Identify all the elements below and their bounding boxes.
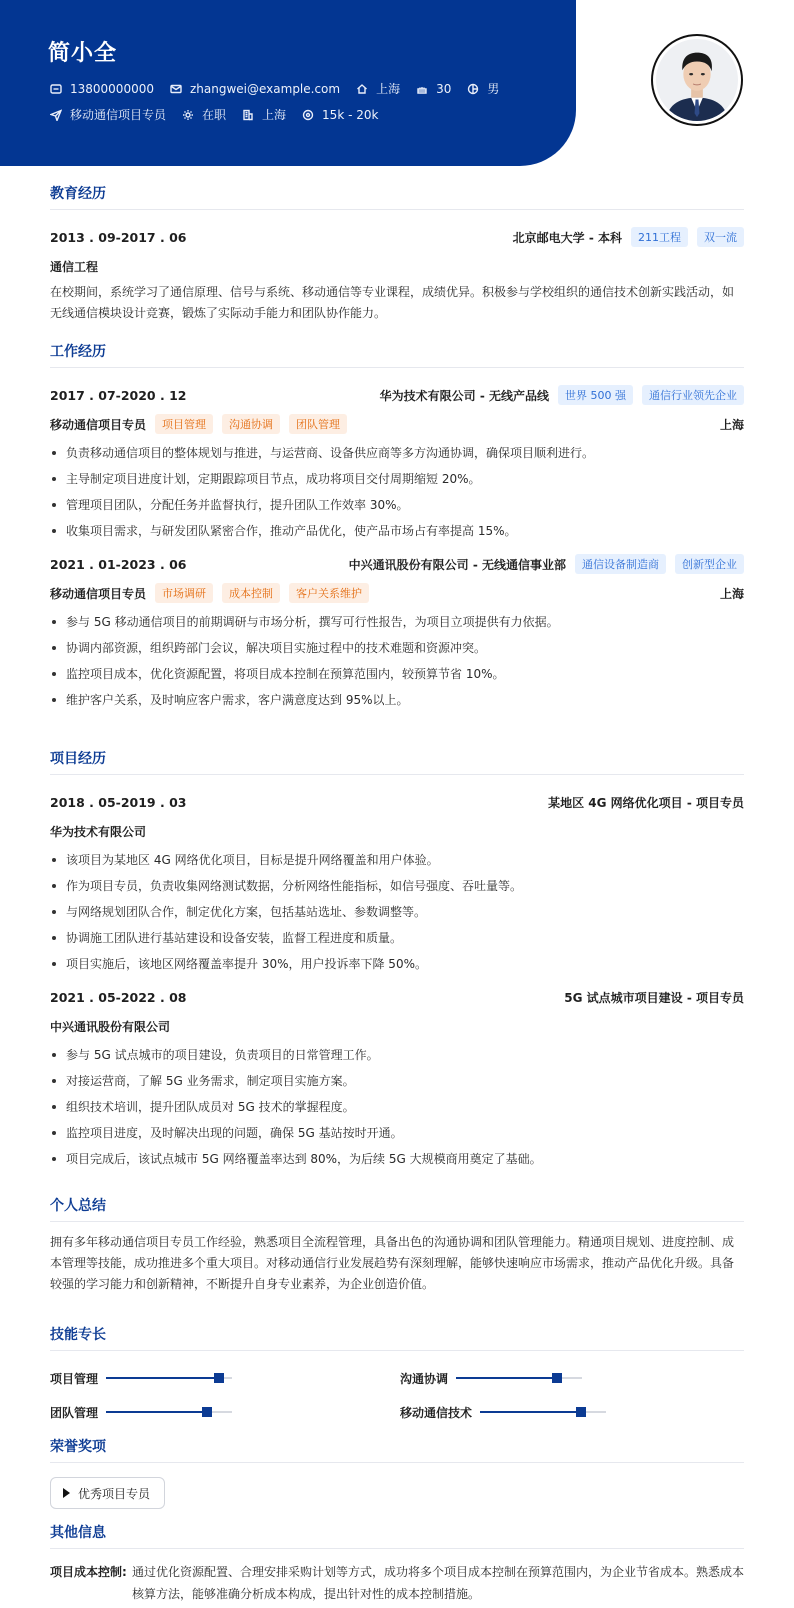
skill-level-bar [456, 1377, 582, 1379]
work-company: 华为技术有限公司 - 无线产品线 [379, 388, 549, 403]
education-major: 通信工程 [50, 259, 99, 274]
education-header-row [50, 225, 744, 249]
school-tag: 双一流 [697, 227, 744, 247]
skills-grid [50, 1367, 744, 1423]
work-title: 工作经历 [50, 341, 744, 368]
skill-name: 项目管理 [50, 1371, 99, 1386]
gear-icon [182, 109, 194, 121]
work-company-group [380, 385, 744, 405]
home-icon [356, 83, 368, 95]
education-date: 2013 . 09-2017 . 06 [50, 229, 187, 245]
skill-level-fill [106, 1411, 207, 1413]
list-item: 负责移动通信项目的整体规划与推进，与运营商、设备供应商等多方沟通协调，确保项目顺利进行。 [50, 440, 744, 466]
candidate-name: 简小全 [48, 41, 118, 66]
gender-text: 男 [487, 82, 500, 96]
award-chip[interactable] [50, 1477, 165, 1509]
work-role-group [50, 583, 369, 603]
other-section [50, 1522, 744, 1605]
email-text: zhangwei@example.com [189, 81, 341, 96]
awards-title: 荣誉奖项 [50, 1436, 744, 1463]
work-role-group [50, 414, 347, 434]
work-role: 移动通信项目专员 [50, 417, 147, 432]
project-item [50, 790, 744, 977]
list-item: 主导制定项目进度计划，定期跟踪项目节点，成功将项目交付周期缩短 20%。 [50, 466, 744, 492]
list-item: 项目实施后，该地区网络覆盖率提升 30%，用户投诉率下降 50%。 [50, 951, 744, 977]
mail-icon [170, 83, 182, 95]
skill-item [400, 1367, 744, 1389]
skill-level-bar [106, 1411, 232, 1413]
skill-name: 沟通协调 [400, 1371, 449, 1386]
work-city: 上海 [719, 417, 744, 432]
resume-header [0, 0, 576, 166]
company-tag: 世界 500 强 [558, 385, 633, 405]
work-company-group [349, 554, 744, 574]
building-icon [242, 109, 254, 121]
company-tag: 通信设备制造商 [575, 554, 666, 574]
other-title: 其他信息 [50, 1522, 744, 1549]
location-item [356, 80, 400, 97]
skill-tag: 沟通协调 [222, 414, 280, 434]
list-item: 参与 5G 试点城市的项目建设，负责项目的日常管理工作。 [50, 1042, 744, 1068]
skill-item [50, 1401, 400, 1423]
age-text: 30 [436, 81, 452, 96]
education-section [50, 183, 744, 324]
avatar [651, 34, 743, 126]
skill-name: 团队管理 [50, 1405, 99, 1420]
location-text: 上海 [376, 82, 401, 96]
skill-tag: 市场调研 [155, 583, 213, 603]
skill-level-bar [480, 1411, 606, 1413]
skills-title: 技能专长 [50, 1324, 744, 1351]
work-role-row [50, 581, 744, 605]
project-company: 中兴通讯股份有限公司 [50, 1019, 171, 1034]
phone-item [50, 82, 154, 96]
skill-level-marker [214, 1373, 224, 1383]
project-name: 某地区 4G 网络优化项目 - 项目专员 [548, 795, 744, 810]
other-text: 通过优化资源配置、合理安排采购计划等方式，成功将多个项目成本控制在预算范围内，为企业节省成本。熟悉成本核算方法，能够准确分析成本构成，提出针对性的成本控制措施。 [132, 1565, 745, 1601]
project-header-row [50, 790, 744, 814]
projects-section [50, 748, 744, 1172]
contact-row [50, 80, 515, 97]
award-label: 优秀项目专员 [78, 1486, 151, 1501]
send-icon [50, 109, 62, 121]
other-item [50, 1561, 744, 1605]
work-city-text: 上海 [262, 108, 287, 122]
skill-level-marker [552, 1373, 562, 1383]
list-item: 该项目为某地区 4G 网络优化项目，目标是提升网络覆盖和用户体验。 [50, 847, 744, 873]
list-item: 协调内部资源，组织跨部门会议，解决项目实施过程中的技术难题和资源冲突。 [50, 635, 744, 661]
school-tag: 211工程 [631, 227, 688, 247]
skill-tag: 成本控制 [222, 583, 280, 603]
project-company-row [50, 1014, 744, 1038]
list-item: 维护客户关系，及时响应客户需求，客户满意度达到 95%以上。 [50, 687, 744, 713]
work-header-row [50, 383, 744, 407]
education-description: 在校期间，系统学习了通信原理、信号与系统、移动通信等专业课程，成绩优异。积极参与学校组织的通信技术创新实践活动，如无线通信模块设计竞赛，锻炼了实际动手能力和团队协作能力。 [50, 285, 735, 320]
list-item: 与网络规划团队合作，制定优化方案，包括基站选址、参数调整等。 [50, 899, 744, 925]
list-item: 管理项目团队，分配任务并监督执行，提升团队工作效率 30%。 [50, 492, 744, 518]
phone-icon [50, 83, 62, 95]
work-section [50, 341, 744, 713]
education-school-group [513, 227, 744, 247]
summary-text: 拥有多年移动通信项目专员工作经验，熟悉项目全流程管理，具备出色的沟通协调和团队管理能力。精通项目规划、进度控制、成本管理等技能，成功推进多个重大项目。对移动通信行业发展趋势有深刻理解，能够快速响应市场需求，推动产品优化升级。具备较强的学习能力和创新精神，不断提升自身专业素养，为企业创造价值。 [50, 1235, 735, 1291]
list-item: 对接运营商，了解 5G 业务需求，制定项目实施方案。 [50, 1068, 744, 1094]
list-item: 参与 5G 移动通信项目的前期调研与市场分析，撰写可行性报告，为项目立项提供有力依据。 [50, 609, 744, 635]
skill-item [50, 1367, 400, 1389]
work-company: 中兴通讯股份有限公司 - 无线通信事业部 [348, 557, 566, 572]
skill-level-bar [106, 1377, 232, 1379]
project-item [50, 985, 744, 1172]
project-bullets [50, 1042, 744, 1172]
company-tag: 创新型企业 [675, 554, 744, 574]
portrait-photo [656, 39, 738, 121]
other-label: 项目成本控制: [50, 1565, 127, 1579]
salary-item [302, 108, 378, 122]
gender-item [467, 80, 499, 97]
list-item: 项目完成后，该试点城市 5G 网络覆盖率达到 80%，为后续 5G 大规模商用奠定了基础。 [50, 1146, 744, 1172]
education-school: 北京邮电大学 - 本科 [512, 230, 622, 245]
skill-name: 移动通信技术 [400, 1405, 473, 1420]
skill-tag: 团队管理 [289, 414, 347, 434]
skill-level-marker [576, 1407, 586, 1417]
job-intent-row [50, 106, 394, 123]
work-city: 上海 [719, 586, 744, 601]
skill-level-fill [480, 1411, 581, 1413]
work-date: 2017 . 07-2020 . 12 [50, 387, 187, 403]
email-item [170, 82, 340, 96]
work-city-item [242, 106, 286, 123]
education-title: 教育经历 [50, 183, 744, 210]
status-text: 在职 [202, 108, 227, 122]
summary-section [50, 1195, 744, 1295]
company-tag: 通信行业领先企业 [642, 385, 744, 405]
skill-level-marker [202, 1407, 212, 1417]
position-item [50, 106, 166, 123]
project-date: 2021 . 05-2022 . 08 [50, 989, 187, 1005]
list-item: 监控项目成本，优化资源配置，将项目成本控制在预算范围内，较预算节省 10%。 [50, 661, 744, 687]
project-header-row [50, 985, 744, 1009]
age-item [416, 82, 451, 96]
work-bullets [50, 440, 744, 544]
gender-icon [467, 83, 479, 95]
salary-text: 15k - 20k [322, 107, 379, 122]
project-company-row [50, 819, 744, 843]
work-date: 2021 . 01-2023 . 06 [50, 556, 187, 572]
cake-icon [416, 83, 428, 95]
list-item: 作为项目专员，负责收集网络测试数据，分析网络性能指标，如信号强度、吞吐量等。 [50, 873, 744, 899]
work-item [50, 383, 744, 544]
list-item: 协调施工团队进行基站建设和设备安装，监督工程进度和质量。 [50, 925, 744, 951]
project-date: 2018 . 05-2019 . 03 [50, 794, 187, 810]
projects-title: 项目经历 [50, 748, 744, 775]
skill-item [400, 1401, 744, 1423]
skill-tag: 客户关系维护 [289, 583, 369, 603]
phone-text: 13800000000 [70, 81, 154, 96]
list-item: 收集项目需求，与研发团队紧密合作，推动产品优化，使产品市场占有率提高 15%。 [50, 518, 744, 544]
project-company: 华为技术有限公司 [50, 824, 147, 839]
work-role-row [50, 412, 744, 436]
skill-tag: 项目管理 [155, 414, 213, 434]
work-bullets [50, 609, 744, 713]
play-icon [63, 1488, 70, 1498]
work-item [50, 552, 744, 713]
awards-section [50, 1436, 744, 1509]
work-header-row [50, 552, 744, 576]
education-major-row [50, 254, 744, 278]
position-text: 移动通信项目专员 [70, 108, 167, 122]
target-icon [302, 109, 314, 121]
project-bullets [50, 847, 744, 977]
list-item: 监控项目进度，及时解决出现的问题，确保 5G 基站按时开通。 [50, 1120, 744, 1146]
status-item [182, 106, 226, 123]
project-name: 5G 试点城市项目建设 - 项目专员 [564, 990, 744, 1005]
skill-level-fill [456, 1377, 557, 1379]
summary-title: 个人总结 [50, 1195, 744, 1222]
skill-level-fill [106, 1377, 219, 1379]
work-role: 移动通信项目专员 [50, 586, 147, 601]
list-item: 组织技术培训，提升团队成员对 5G 技术的掌握程度。 [50, 1094, 744, 1120]
skills-section [50, 1324, 744, 1423]
